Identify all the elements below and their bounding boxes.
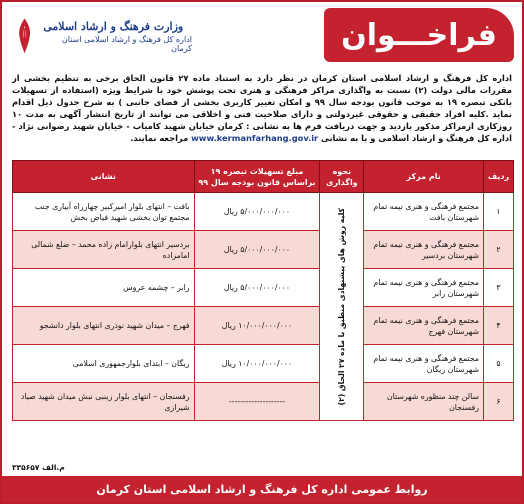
address: بردسیر انتهای بلوارامام زاده محمد – ضلع شمالی امامزاده	[13, 231, 195, 269]
header-method: نحوه واگذاری	[320, 161, 364, 193]
amount: ۱۰/۰۰۰/۰۰۰/۰۰۰ ریال	[194, 345, 320, 383]
table-row	[13, 383, 514, 421]
website-link[interactable]: www.kermanfarhang.gov.ir	[191, 133, 319, 143]
logo-office-name: اداره کل فرهنگ و ارشاد اسلامی استان کرمان	[61, 34, 192, 53]
table-header-row	[13, 161, 514, 193]
footer-text: روابط عمومی اداره کل فرهنگ و ارشاد اسلامی استان کرمان	[96, 482, 428, 496]
header-amount: مبلغ تسهیلات تبصره ۱۹ براساس قانون بودجه سال ۹۹	[194, 161, 320, 193]
emblem-icon	[12, 16, 37, 56]
center-name: مجتمع فرهنگی و هنری نیمه تمام شهرستان بافت	[364, 193, 484, 231]
center-name: مجتمع فرهنگی و هنری نیمه تمام شهرستان ریگان	[364, 345, 484, 383]
row-number: ۶	[484, 383, 514, 421]
header-row-number: ردیف	[484, 161, 514, 193]
table-row	[13, 269, 514, 307]
ministry-logo	[12, 8, 192, 64]
address: ریگان – ابتدای بلوارجمهوری اسلامی	[13, 345, 195, 383]
header-center-name: نام مرکز	[364, 161, 484, 193]
header-address: نشانی	[13, 161, 195, 193]
intro-tail: مراجعه نمایند.	[130, 133, 189, 143]
page-title: فراخـــوان	[341, 17, 497, 53]
row-number: ۲	[484, 231, 514, 269]
title-banner	[324, 8, 514, 62]
center-name: مجتمع فرهنگی و هنری نیمه تمام شهرستان رابر	[364, 269, 484, 307]
table-row	[13, 345, 514, 383]
amount: --------------------	[194, 383, 320, 421]
logo-ministry-name: وزارت فرهنگ و ارشاد اسلامی	[43, 19, 184, 33]
address: فهرج – میدان شهید نوذری انتهای بلوار دانشجو	[13, 307, 195, 345]
row-number: ۱	[484, 193, 514, 231]
amount: ۱۰/۰۰۰/۰۰۰/۰۰۰ ریال	[194, 307, 320, 345]
intro-text: اداره کل فرهنگ و ارشاد اسلامی استان کرمان در نظر دارد به استناد ماده ۲۷ قانون الحاق برخی به تنظیم بخشی از مقررات مالی دولت (۲) نسبت به واگذاری مراکز فرهنگی و هنری تحت پوشش خود با شرایط ویژه (استفاده از تسهیلات بانکی تبصره ۱۹ به موجب قانون بودجه سال ۹۹ و امکان تغییر کاربری بخشی از فضای جانبی ) به شرح جدول ذیل اقدام نماید .کلیه افراد حقیقی و حقوقی غیردولتی و دارای صلاحیت فنی و اخلاقی می توانند از تاریخ انتشار آگهی به مدت ۱۰ روزکاری ازمراکز مذکور بازدید و جهت دریافت فرم ها به نشانی : کرمان خیابان شهید کامیاب - خیابان شهید رضوانی نژاد - اداره کل فرهنگ و ارشاد اسلامی و یا به نشانی	[12, 73, 512, 143]
table-row	[13, 193, 514, 231]
intro-paragraph	[12, 72, 512, 156]
address: رابر – چشمه عروس	[13, 269, 195, 307]
centers-table	[12, 160, 514, 421]
row-number: ۵	[484, 345, 514, 383]
address: رفسنجان – انتهای بلوار زینبی نبش میدان شهید صیاد شیرازی	[13, 383, 195, 421]
row-number: ۴	[484, 307, 514, 345]
center-name: مجتمع فرهنگی و هنری نیمه تمام شهرستان فهرج	[364, 307, 484, 345]
method-text: کلیه روش های پیشنهادی منطبق با ماده ۲۷ الحاق (۲)	[336, 207, 346, 406]
row-number: ۳	[484, 269, 514, 307]
address: بافت – انتهای بلوار امیرکبیر چهارراه آبیاری جنب مجتمع توان بخشی شهید فیاض بخش	[13, 193, 195, 231]
footer-bar	[2, 476, 522, 502]
table-row	[13, 231, 514, 269]
amount: ۵/۰۰۰/۰۰۰/۰۰۰ ریال	[194, 231, 320, 269]
amount: ۵/۰۰۰/۰۰۰/۰۰۰ ریال	[194, 269, 320, 307]
center-name: سالن چند منظوره شهرستان رفسنجان	[364, 383, 484, 421]
method-cell	[320, 193, 364, 421]
header	[2, 2, 522, 70]
center-name: مجتمع فرهنگی و هنری نیمه تمام شهرستان بردسیر	[364, 231, 484, 269]
table-row	[13, 307, 514, 345]
ad-code: م.الف ۳۳۵۶۵۷	[12, 463, 65, 472]
amount: ۵/۰۰۰/۰۰۰/۰۰۰ ریال	[194, 193, 320, 231]
